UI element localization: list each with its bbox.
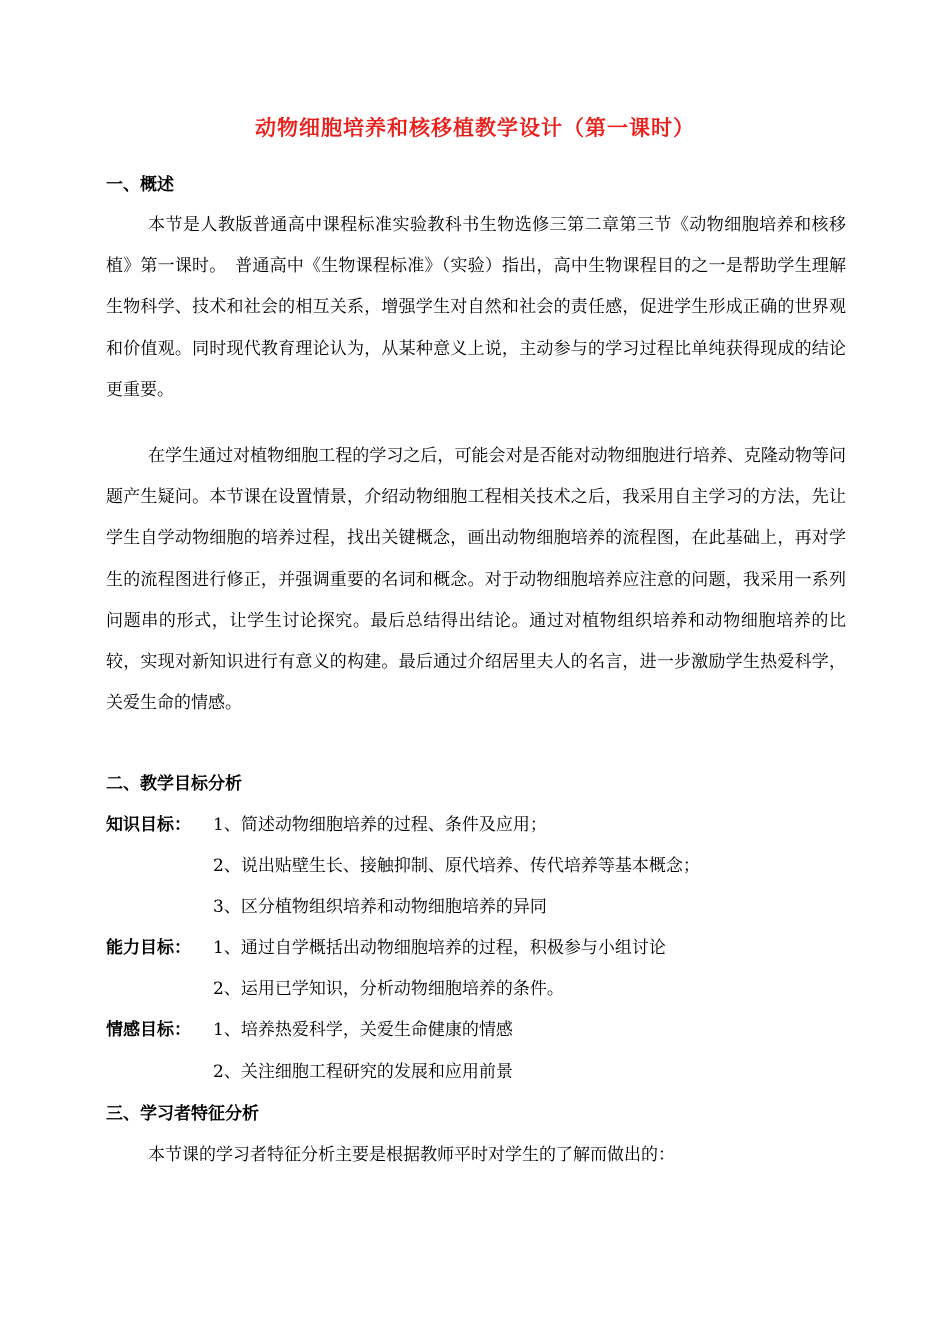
- section-heading-overview: 一、概述: [106, 175, 174, 195]
- emotion-objective-label: 情感目标：: [106, 1020, 191, 1040]
- learners-paragraph-1: 本节课的学习者特征分析主要是根据教师平时对学生的了解而做出的：: [148, 1145, 675, 1165]
- knowledge-objective-label: 知识目标：: [106, 815, 191, 835]
- emotion-objective-row: [106, 1019, 513, 1041]
- ability-objective-item: 1、通过自学概括出动物细胞培养的过程，积极参与小组讨论: [213, 938, 666, 958]
- overview-paragraph-1: 本节是人教版普通高中课程标准实验教科书生物选修三第二章第三节《动物细胞培养和核移植》第一课时。 普通高中《生物课程标准》（实验）指出，高中生物课程目的之一是帮助学生理解生物科学、技术和社会的相互关系，增强学生对自然和社会的责任感，促进学生形成正确的世界观和价值观。同时现代教育理论认为，从某种意义上说，主动参与的学习过程比单纯获得现成的结论更重要。: [106, 215, 846, 400]
- overview-paragraph-2: 在学生通过对植物细胞工程的学习之后，可能会对是否能对动物细胞进行培养、克隆动物等问题产生疑问。本节课在设置情景，介绍动物细胞工程相关技术之后，我采用自主学习的方法，先让学生自学动物细胞的培养过程，找出关键概念，画出动物细胞培养的流程图，在此基础上，再对学生的流程图进行修正，并强调重要的名词和概念。对于动物细胞培养应注意的问题，我采用一系列问题串的形式，让学生讨论探究。最后总结得出结论。通过对植物组织培养和动物细胞培养的比较，实现对新知识进行有意义的构建。最后通过介绍居里夫人的名言，进一步激励学生热爱科学，关爱生命的情感。: [106, 446, 846, 714]
- section-heading-learners: 三、学习者特征分析: [106, 1104, 259, 1124]
- emotion-objective-item: 2、关注细胞工程研究的发展和应用前景: [213, 1062, 513, 1082]
- document-title: 动物细胞培养和核移植教学设计（第一课时）: [255, 116, 695, 140]
- section-heading-objectives: 二、教学目标分析: [106, 774, 242, 794]
- ability-objective-item: 2、运用已学知识，分析动物细胞培养的条件。: [213, 979, 564, 999]
- knowledge-objective-item: 2、说出贴壁生长、接触抑制、原代培养、传代培养等基本概念；: [213, 856, 700, 876]
- knowledge-objective-item: 1、简述动物细胞培养的过程、条件及应用；: [213, 815, 547, 835]
- knowledge-objective-row: [106, 814, 547, 836]
- ability-objective-label: 能力目标：: [106, 938, 191, 958]
- ability-objective-row: [106, 937, 666, 959]
- knowledge-objective-item: 3、区分植物组织培养和动物细胞培养的异同: [213, 897, 547, 917]
- emotion-objective-item: 1、培养热爱科学，关爱生命健康的情感: [213, 1020, 513, 1040]
